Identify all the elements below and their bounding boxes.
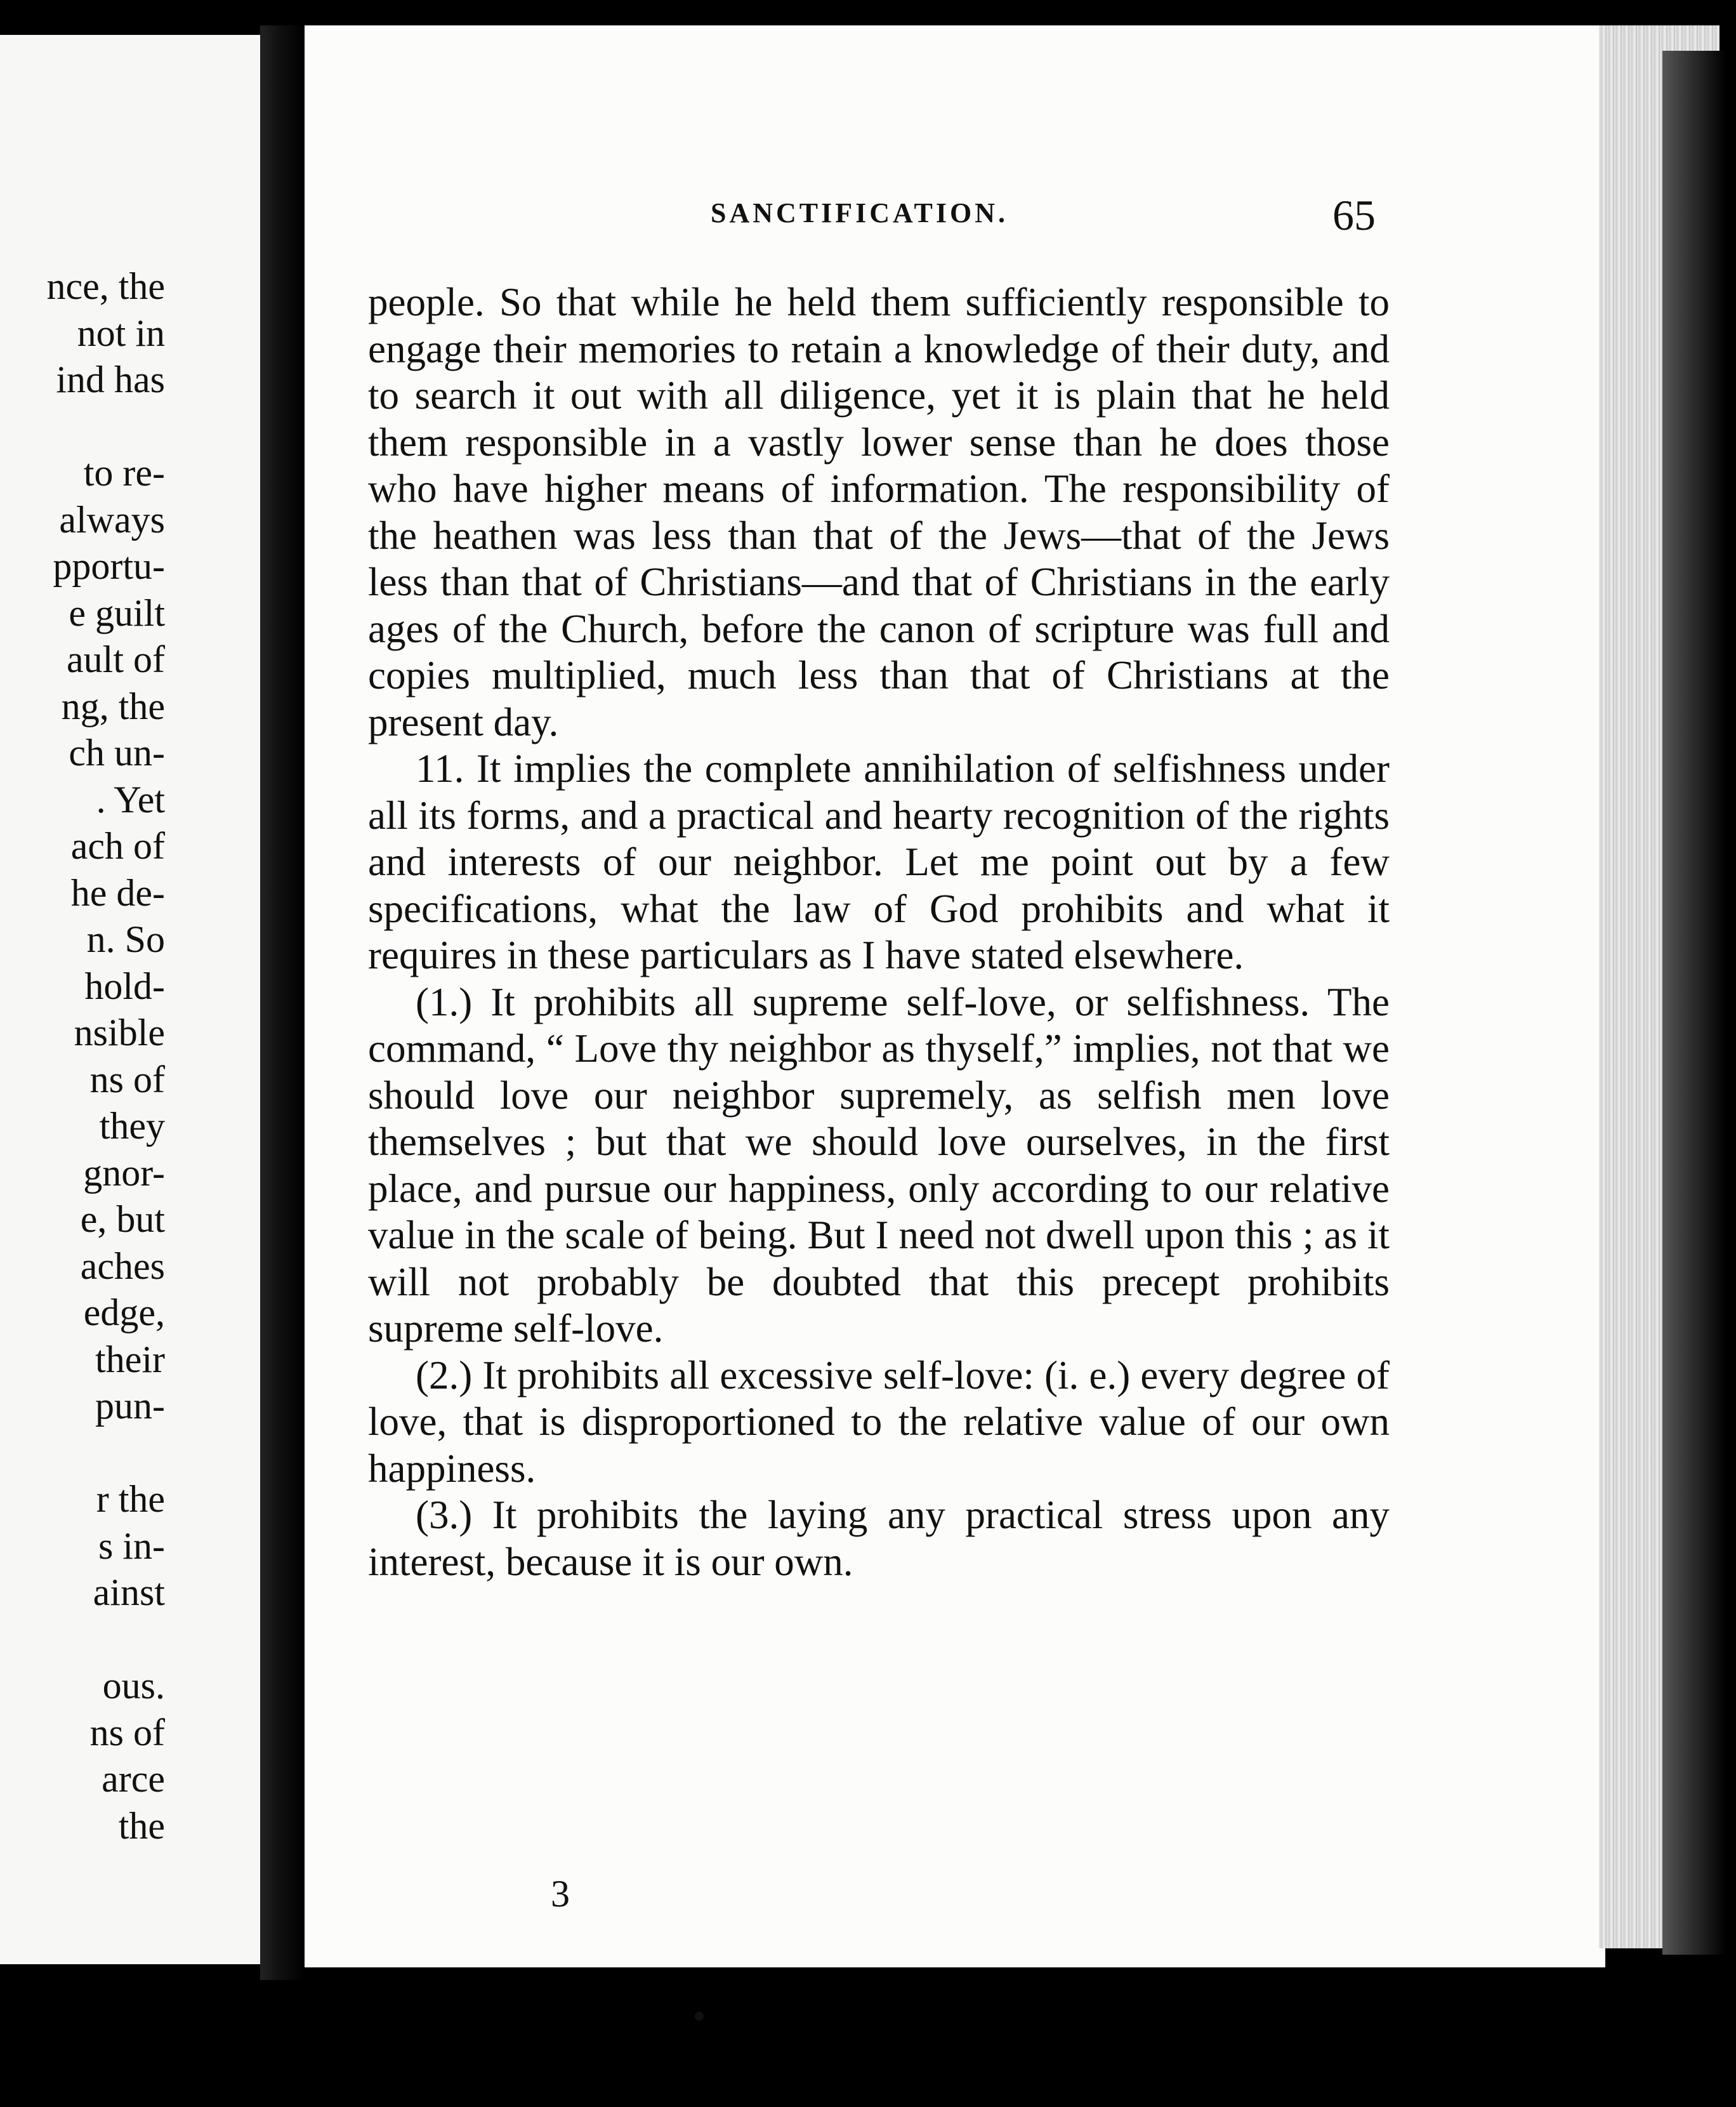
- ink-dot: [695, 2012, 704, 2021]
- left-page-text: nce, the not in ind has to re- always pportu- e guilt ault of ng, the ch un- . Yet ach of he de- n. So hold- nsible ns of they gnor- e, but aches edge, their pun- r the s in- ainst ous. ns of arce the: [46, 265, 165, 1847]
- paragraph: people. So that while he held them sufficiently responsible to engage their memories to retain a knowledge of their duty, and to search it out with all diligence, yet it is plain that he held them responsible in a vastly lower sense than he does those who have higher means of information. The responsibility of the heathen was less than that of the Jews—that of the Jews less than that of Christians—and that of Christians in the early ages of the Church, before the canon of scripture was full and copies multiplied, much less than that of Christians at the present day.: [368, 280, 1390, 744]
- paragraph: (2.) It prohibits all excessive self-love: (i. e.) every degree of love, that is disproportioned to the relative value of our own happiness.: [368, 1352, 1390, 1491]
- paragraph: (1.) It prohibits all supreme self-love, or selfishness. The command, “ Love thy neighbor as thyself,” implies, not that we should love our neighbor supremely, as selfish men love themselves ; but that we should love ourselves, in the first place, and pursue our happiness, only according to our relative value in the scale of being. But I need not dwell upon this ; as it will not probably be doubted that this precept prohibits supreme self-love.: [368, 979, 1390, 1351]
- signature-mark: 3: [551, 1873, 570, 1915]
- paragraph: (3.) It prohibits the laying any practical stress upon any interest, because it is our own.: [368, 1493, 1390, 1584]
- running-head: SANCTIFICATION.: [711, 197, 1009, 228]
- gutter-shadow: [260, 25, 305, 1980]
- page-number: 65: [1332, 191, 1376, 239]
- book-edge-shadow: [1662, 51, 1726, 1955]
- paragraph: 11. It implies the complete annihilation of selfishness under all its forms, and a practical and hearty recognition of the rights and interests of our neighbor. Let me point out by a few specifications, what the law of God prohibits and what it requires in these particulars as I have stated elsewhere.: [368, 746, 1390, 977]
- body-text: [368, 279, 1390, 1585]
- left-page: [0, 35, 266, 1964]
